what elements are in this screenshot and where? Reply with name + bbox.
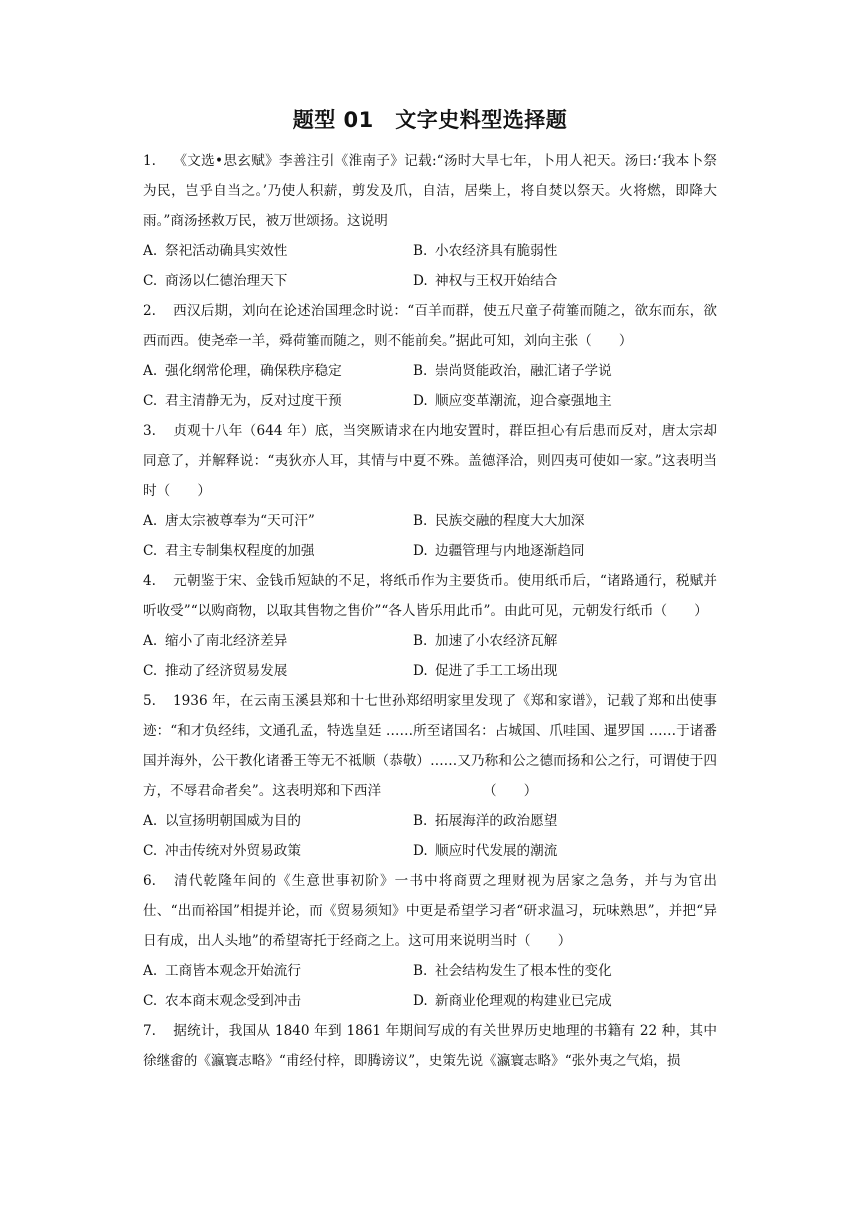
option-text: 工商皆本观念开始流行 [165,963,301,979]
question-number: 2. [143,303,156,319]
option-text: 顺应变革潮流，迎合豪强地主 [435,393,612,409]
option-text: 缩小了南北经济差异 [165,633,288,649]
option-letter: D. [413,843,428,859]
option-c [143,836,413,866]
options-grid [143,626,717,686]
option-letter: A. [143,363,158,379]
question-text: 元朝鉴于宋、金钱币短缺的不足，将纸币作为主要货币。使用纸币后，“诸路通行，税赋并听收受”“以购商物，以取其售物之售价”“各人皆乐用此币”。由此可见，元朝发行纸币（ ） [143,573,717,619]
option-letter: B. [413,963,428,979]
option-text: 加速了小农经济瓦解 [435,633,558,649]
option-letter: D. [413,393,428,409]
question-4 [143,566,717,686]
option-text: 顺应时代发展的潮流 [435,843,558,859]
option-letter: C. [143,393,158,409]
option-c [143,536,413,566]
question-number: 6. [143,873,156,889]
option-a [143,626,413,656]
option-b [413,236,713,266]
question-7 [143,1016,717,1076]
option-text: 以宣扬明朝国威为目的 [165,813,301,829]
option-letter: C. [143,543,158,559]
option-b [413,806,713,836]
option-c [143,386,413,416]
question-stem [143,1016,717,1076]
option-letter: D. [413,663,428,679]
question-list [143,146,717,1076]
question-text: 贞观十八年（644 年）底，当突厥请求在内地安置时，群臣担心有后患而反对，唐太宗却同意了，并解释说：“夷狄亦人耳，其情与中夏不殊。盖德泽洽，则四夷可使如一家。”这表明当时（ ） [143,423,717,499]
question-5 [143,686,717,866]
question-stem [143,296,717,356]
option-c [143,986,413,1016]
option-b [413,626,713,656]
option-text: 推动了经济贸易发展 [165,663,288,679]
option-letter: D. [413,273,428,289]
question-1 [143,146,717,296]
option-a [143,956,413,986]
option-text: 民族交融的程度大大加深 [435,513,585,529]
option-letter: C. [143,843,158,859]
question-text: 《文选•思玄赋》李善注引《淮南子》记载:“汤时大旱七年，卜用人祀天。汤曰:‘我本卜祭为民，岂乎自当之。’乃使人积薪，剪发及爪，自洁，居柴上，将自焚以祭天。火将燃，即降大雨。”商汤拯救万民，被万世颂扬。这说明 [143,153,717,229]
options-grid [143,356,717,416]
option-text: 拓展海洋的政治愿望 [435,813,558,829]
question-number: 5. [143,693,156,709]
options-grid [143,506,717,566]
question-number: 4. [143,573,156,589]
option-letter: A. [143,633,158,649]
option-text: 神权与王权开始结合 [435,273,558,289]
option-text: 唐太宗被尊奉为“天可汗” [165,513,315,529]
question-number: 3. [143,423,156,439]
option-text: 祭祀活动确具实效性 [165,243,288,259]
option-d [413,836,713,866]
option-letter: D. [413,543,428,559]
option-letter: D. [413,993,428,1009]
option-b [413,956,713,986]
option-d [413,266,713,296]
options-grid [143,956,717,1016]
option-text: 君主清静无为，反对过度干预 [165,393,342,409]
question-stem [143,146,717,236]
question-3 [143,416,717,566]
option-letter: C. [143,663,158,679]
option-text: 强化纲常伦理，确保秩序稳定 [165,363,342,379]
option-a [143,236,413,266]
page-title: 题型 01 文字史料型选择题 [292,108,568,132]
option-text: 商汤以仁德治理天下 [165,273,288,289]
question-stem [143,866,717,956]
question-6 [143,866,717,1016]
option-b [413,356,713,386]
question-stem [143,686,717,806]
option-text: 边疆管理与内地逐渐趋同 [435,543,585,559]
option-text: 君主专制集权程度的加强 [165,543,315,559]
question-text: 据统计，我国从 1840 年到 1861 年期间写成的有关世界历史地理的书籍有 22 种，其中徐继畬的《瀛寰志略》“甫经付梓，即腾谤议”，史策先说《瀛寰志略》“张外夷之气焰，损 [143,1023,717,1069]
question-number: 1. [143,153,156,169]
option-letter: A. [143,813,158,829]
option-c [143,266,413,296]
question-stem [143,566,717,626]
option-letter: C. [143,993,158,1009]
question-2 [143,296,717,416]
option-text: 冲击传统对外贸易政策 [165,843,301,859]
option-letter: A. [143,513,158,529]
option-d [413,386,713,416]
option-text: 崇尚贤能政治，融汇诸子学说 [435,363,612,379]
option-text: 促进了手工工场出现 [435,663,558,679]
option-letter: A. [143,243,158,259]
option-text: 新商业伦理观的构建业已完成 [435,993,612,1009]
question-text: 清代乾隆年间的《生意世事初阶》一书中将商贾之理财视为居家之急务，并与为官出仕、“出而裕国”相提并论，而《贸易须知》中更是希望学习者“研求温习，玩味熟思”，并把“异日有成，出人头地”的希望寄托于经商之上。这可用来说明当时（ ） [143,873,717,949]
option-c [143,656,413,686]
option-a [143,806,413,836]
option-b [413,506,713,536]
option-letter: B. [413,243,428,259]
option-letter: C. [143,273,158,289]
options-grid [143,236,717,296]
option-letter: B. [413,513,428,529]
option-a [143,356,413,386]
option-text: 农本商末观念受到冲击 [165,993,301,1009]
option-letter: B. [413,633,428,649]
option-text: 小农经济具有脆弱性 [435,243,558,259]
option-letter: A. [143,963,158,979]
option-d [413,536,713,566]
question-text: 西汉后期，刘向在论述治国理念时说：“百羊而群，使五尺童子荷箠而随之，欲东而东，欲西而西。使尧牵一羊，舜荷箠而随之，则不能前矣。”据此可知，刘向主张（ ） [143,303,717,349]
question-stem [143,416,717,506]
option-d [413,986,713,1016]
option-a [143,506,413,536]
option-letter: B. [413,813,428,829]
options-grid [143,806,717,866]
option-text: 社会结构发生了根本性的变化 [435,963,612,979]
option-d [413,656,713,686]
question-number: 7. [143,1023,156,1039]
question-text: 1936 年，在云南玉溪县郑和十七世孙郑绍明家里发现了《郑和家谱》，记载了郑和出使事迹：“和才负经纬，文通孔孟，特选皇廷 ……所至诸国名：占城国、爪哇国、暹罗国 ……于诸番国并海外，公干教化诸番王等无不祗顺（恭敬）……又乃称和公之德而扬和公之行，可谓使于四方，不辱君命者矣”。这表明郑和下西洋 （ ） [143,693,717,799]
option-letter: B. [413,363,428,379]
